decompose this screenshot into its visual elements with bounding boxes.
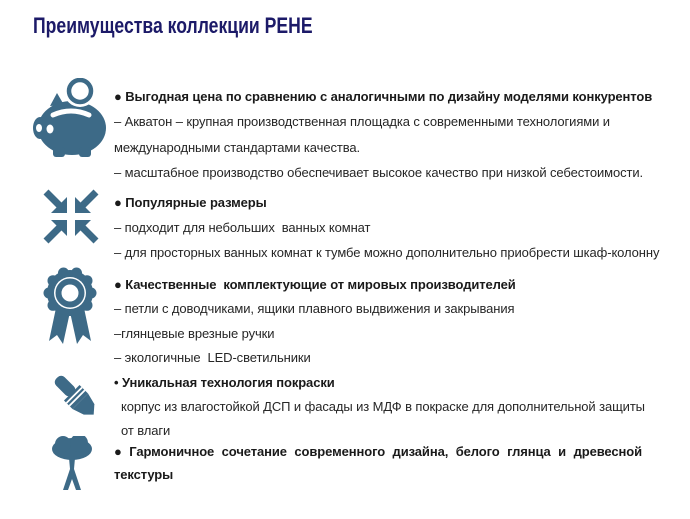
converging-arrows-icon — [43, 189, 99, 244]
feature-heading: ● Популярные размеры — [114, 195, 267, 210]
feature-heading: ● Качественные комплектующие от мировых производителей — [114, 277, 516, 292]
piggy-bank-icon — [33, 78, 107, 158]
feature-heading: ● Выгодная цена по сравнению с аналогичными по дизайну моделями конкурентов — [114, 89, 653, 104]
feature-line: от влаги — [121, 423, 171, 438]
feature-line: – Акватон – крупная производственная площадка с современными технологиями и — [114, 114, 610, 130]
tree-icon — [51, 436, 93, 493]
feature-line: – экологичные LED-светильники — [114, 350, 311, 366]
feature-section-paint — [114, 371, 645, 443]
feature-section-sizes — [114, 190, 659, 266]
feature-heading-wrap: текстуры — [114, 466, 174, 482]
feature-line: международными стандартами качества. — [114, 139, 361, 155]
award-rosette-icon — [42, 266, 98, 348]
feature-line: – для просторных ванных комнат к тумбе можно дополнительно приобрести шкаф-колонну — [114, 245, 660, 261]
feature-section-design — [114, 441, 642, 486]
feature-line: – подходит для небольших ванных комнат — [114, 220, 371, 236]
feature-heading: ● Гармоничное сочетание современного дизайна, белого глянца и древесной — [114, 444, 643, 459]
feature-line: –глянцевые врезные ручки — [114, 325, 275, 341]
feature-line: корпус из влагостойкой ДСП и фасады из МДФ в покраске для дополнительной защиты — [121, 399, 645, 414]
feature-heading: • Уникальная технология покраски — [114, 375, 335, 390]
feature-section-components — [114, 273, 516, 371]
page-title: Преимущества коллекции РЕНЕ — [33, 13, 313, 38]
paintbrush-icon — [45, 366, 107, 428]
feature-line: – масштабное производство обеспечивает высокое качество при низкой себестоимости. — [114, 165, 644, 181]
feature-section-price — [114, 84, 652, 186]
feature-line: – петли с доводчиками, ящики плавного выдвижения и закрывания — [114, 301, 515, 317]
